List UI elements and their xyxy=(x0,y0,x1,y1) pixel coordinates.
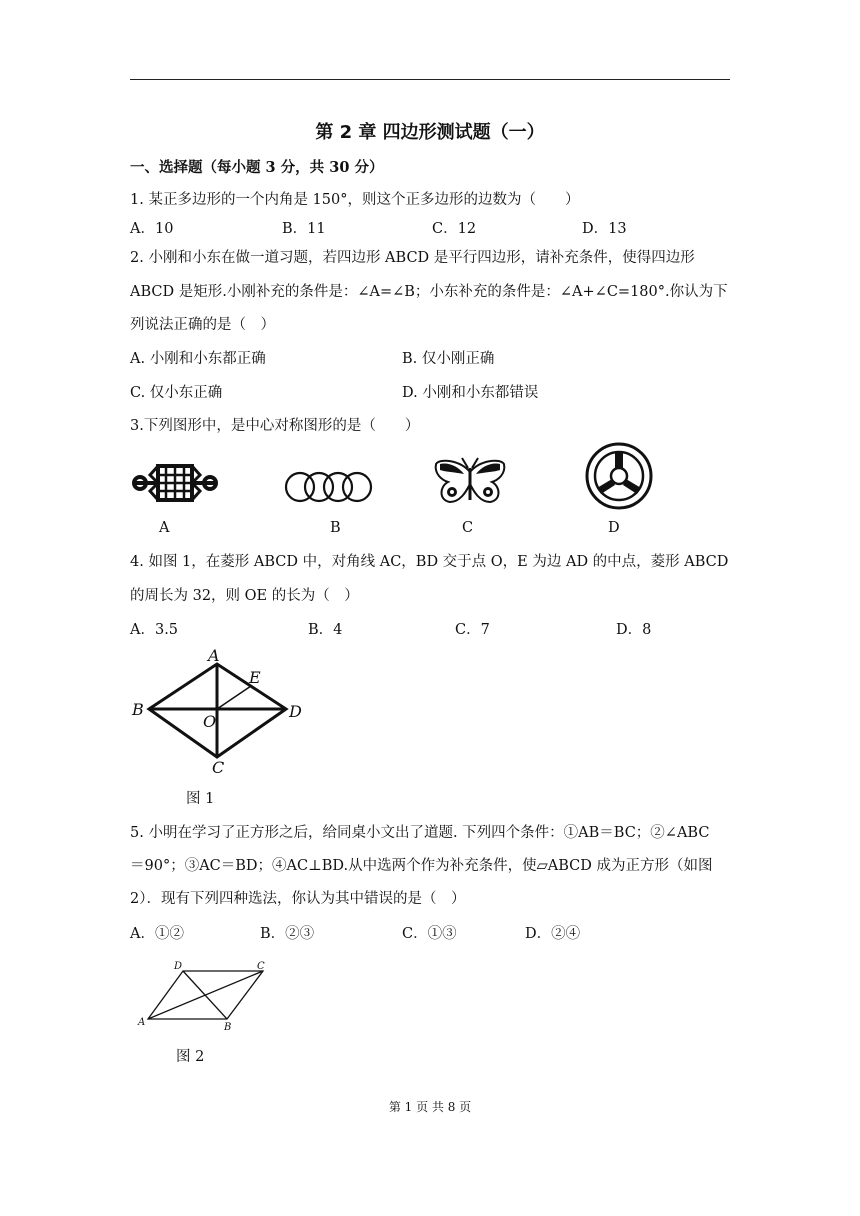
header-rule xyxy=(130,79,730,80)
q4-label-e: E xyxy=(249,668,261,687)
section-heading: 一、选择题（每小题 3 分，共 30 分） xyxy=(130,159,384,176)
q4-label-c: C xyxy=(212,758,225,777)
q4-figure-rhombus xyxy=(128,645,312,779)
q2-option-c: C. 仅小东正确 xyxy=(130,385,223,401)
q4-label-b: B xyxy=(132,700,144,719)
q3-label-a: A xyxy=(159,520,170,536)
q3-stem: 3.下列图形中，是中心对称图形的是（ ） xyxy=(130,418,420,434)
q5-label-b: B xyxy=(224,1022,232,1033)
q5-option-d: D．②④ xyxy=(525,926,581,942)
q3-figure-a xyxy=(130,457,220,511)
q4-label-a: A xyxy=(208,646,220,665)
q4-option-b: B．4 xyxy=(308,622,343,638)
q4-figure-caption: 图 1 xyxy=(186,791,215,807)
q5-line1: 5. 小明在学习了正方形之后，给同桌小文出了道题. 下列四个条件：①AB＝BC；②∠ABC xyxy=(130,825,710,841)
q5-label-a: A xyxy=(138,1017,146,1028)
q3-figure-b xyxy=(284,466,374,506)
q4-label-o: O xyxy=(203,712,217,731)
q3-figure-c xyxy=(432,456,508,506)
q3-label-c: C xyxy=(462,520,474,536)
q2-option-a: A. 小刚和小东都正确 xyxy=(130,351,266,367)
q4-option-a: A．3.5 xyxy=(130,622,179,638)
q5-line2: ＝90°；③AC＝BD；④AC⊥BD.从中选两个作为补充条件，使▱ABCD 成为正方形（如图 xyxy=(130,858,713,874)
page-title: 第 2 章 四边形测试题（一） xyxy=(315,122,545,143)
q5-label-c: C xyxy=(257,961,265,972)
q4-line2: 的周长为 32，则 OE 的长为（ ） xyxy=(130,588,359,604)
q5-label-d: D xyxy=(174,961,183,972)
q1-option-b: B．11 xyxy=(282,221,326,237)
page-footer: 第 1 页 共 8 页 xyxy=(388,1100,472,1114)
q3-label-b: B xyxy=(330,520,341,536)
q4-option-d: D．8 xyxy=(616,622,652,638)
q5-option-c: C．①③ xyxy=(402,926,457,942)
q1-option-d: D．13 xyxy=(582,221,627,237)
q4-option-c: C．7 xyxy=(455,622,490,638)
q2-line1: 2. 小刚和小东在做一道习题，若四边形 ABCD 是平行四边形，请补充条件，使得四边形 xyxy=(130,250,695,266)
q5-figure-parallelogram xyxy=(136,958,276,1034)
q3-figure-d xyxy=(584,441,654,511)
q2-option-d: D. 小刚和小东都错误 xyxy=(402,385,539,401)
q5-option-b: B．②③ xyxy=(260,926,315,942)
q4-label-d: D xyxy=(289,702,302,721)
q2-line3: 列说法正确的是（ ） xyxy=(130,317,275,333)
q1-option-c: C．12 xyxy=(432,221,477,237)
q5-line3: 2）．现有下列四种选法，你认为其中错误的是（ ） xyxy=(130,891,466,907)
q2-line2: ABCD 是矩形.小刚补充的条件是：∠A=∠B；小东补充的条件是：∠A+∠C=180°.你认为下 xyxy=(130,284,728,300)
q1-stem: 1. 某正多边形的一个内角是 150°，则这个正多边形的边数为（ ） xyxy=(130,192,580,208)
q5-option-a: A．①② xyxy=(130,926,184,942)
q2-option-b: B. 仅小刚正确 xyxy=(402,351,495,367)
q4-line1: 4. 如图 1，在菱形 ABCD 中，对角线 AC，BD 交于点 O，E 为边 AD 的中点，菱形 ABCD xyxy=(130,554,729,570)
q3-label-d: D xyxy=(608,520,620,536)
q1-option-a: A．10 xyxy=(130,221,174,237)
q5-figure-caption: 图 2 xyxy=(176,1049,205,1065)
